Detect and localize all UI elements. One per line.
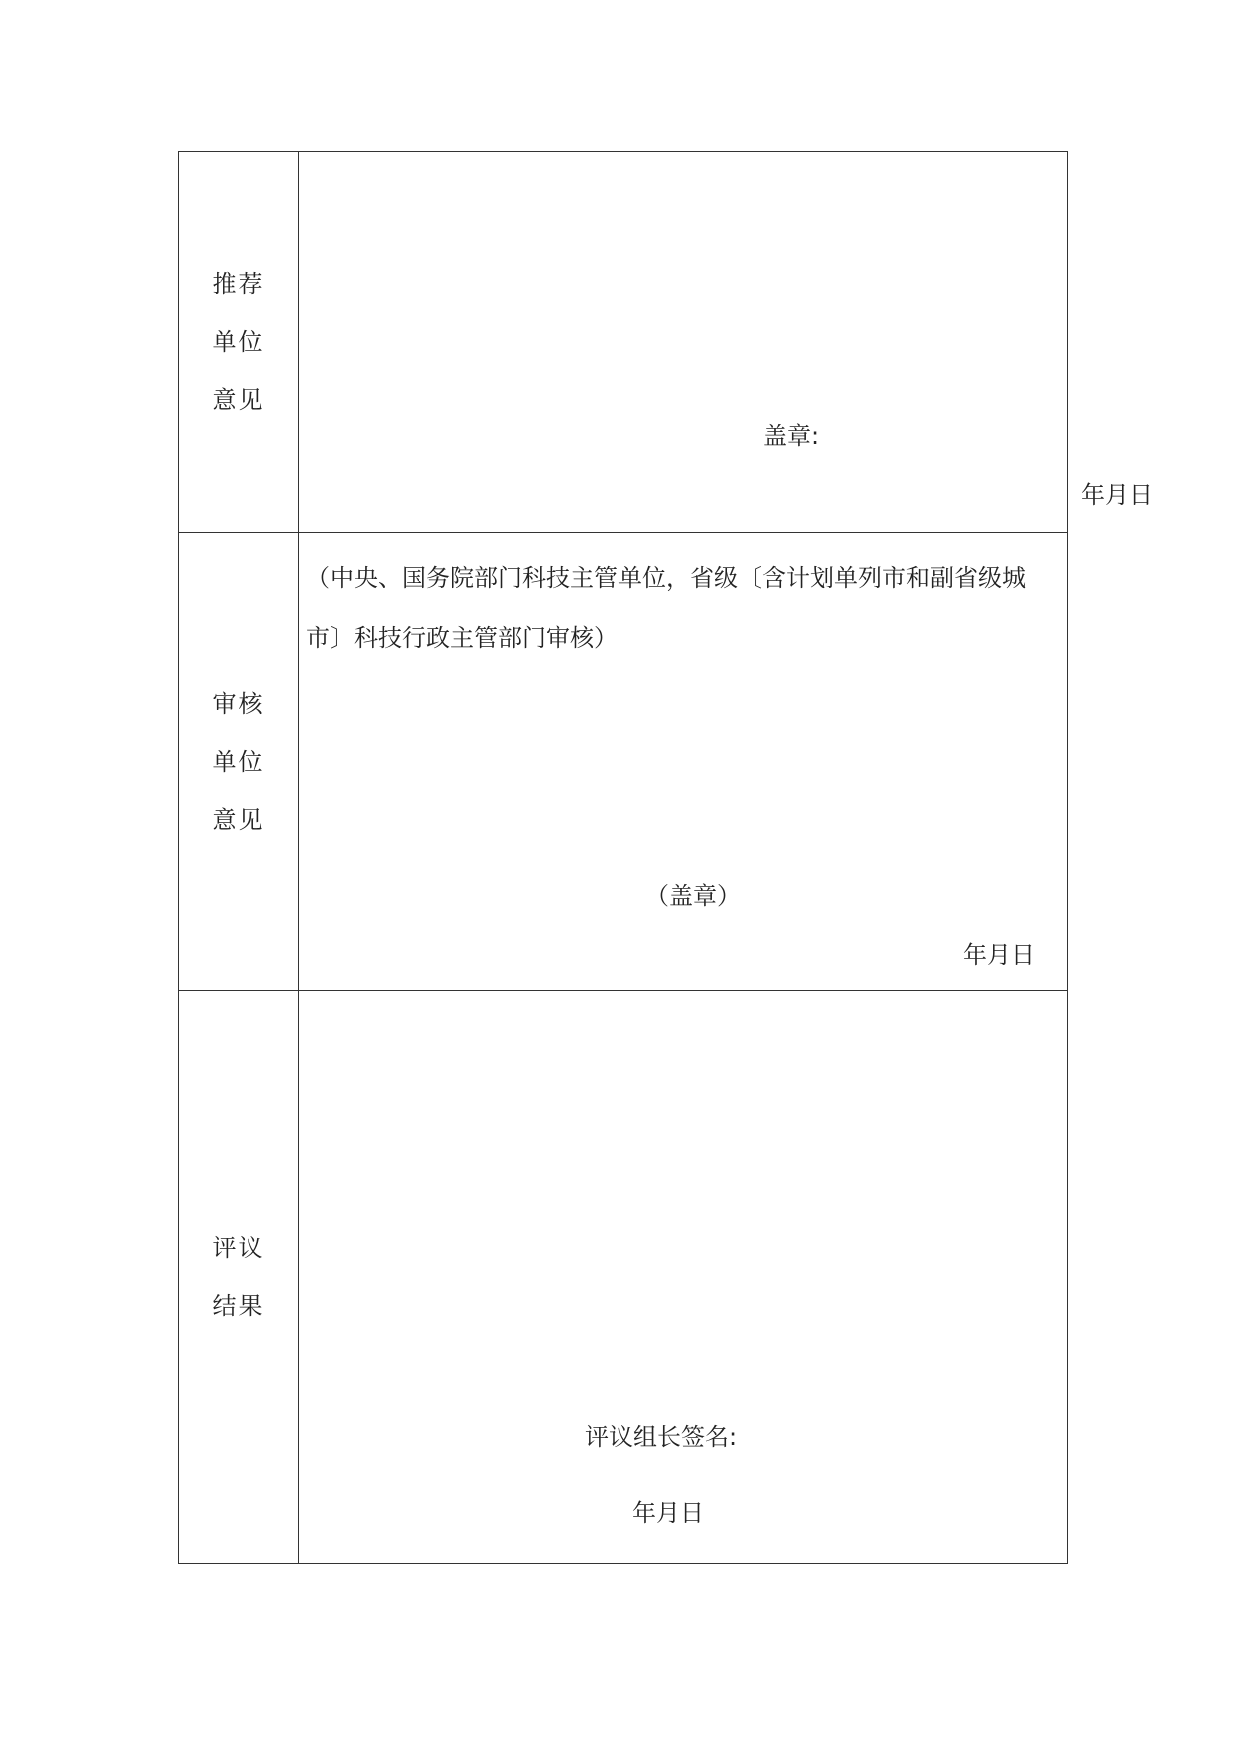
review-instruction-note [306,548,1061,668]
label-line: 推荐 [212,270,265,298]
date-label: 年月日 [963,941,1035,969]
label-line: 审核 [212,689,265,718]
date-label: 年月日 [1081,481,1153,509]
reviewing-unit-opinion-field[interactable] [299,533,1067,990]
label-line: 单位 [212,747,265,776]
evaluation-result-label [179,991,299,1563]
evaluation-result-field[interactable] [299,991,1067,1563]
seal-label: （盖章） [645,882,741,910]
panel-leader-signature-label: 评议组长签名: [585,1423,738,1451]
recommending-unit-row [179,152,1153,533]
label-line: 意见 [212,805,265,834]
recommending-unit-label [179,152,299,532]
date-label: 年月日 [632,1499,704,1527]
recommending-unit-opinion-field[interactable] [299,152,1153,532]
reviewing-unit-label [179,533,299,990]
note-line: （中央、国务院部门科技主管单位，省级〔含计划单列市和副省级城 [306,564,1026,592]
label-line: 结果 [212,1292,265,1320]
seal-label: 盖章: [763,422,820,450]
label-line: 意见 [212,386,265,414]
opinion-form-table [178,151,1153,1564]
reviewing-unit-row [179,533,1067,991]
label-line: 单位 [212,328,265,356]
evaluation-result-row [179,991,1067,1563]
label-line: 评议 [212,1234,265,1262]
note-line: 市〕科技行政主管部门审核） [306,624,618,652]
